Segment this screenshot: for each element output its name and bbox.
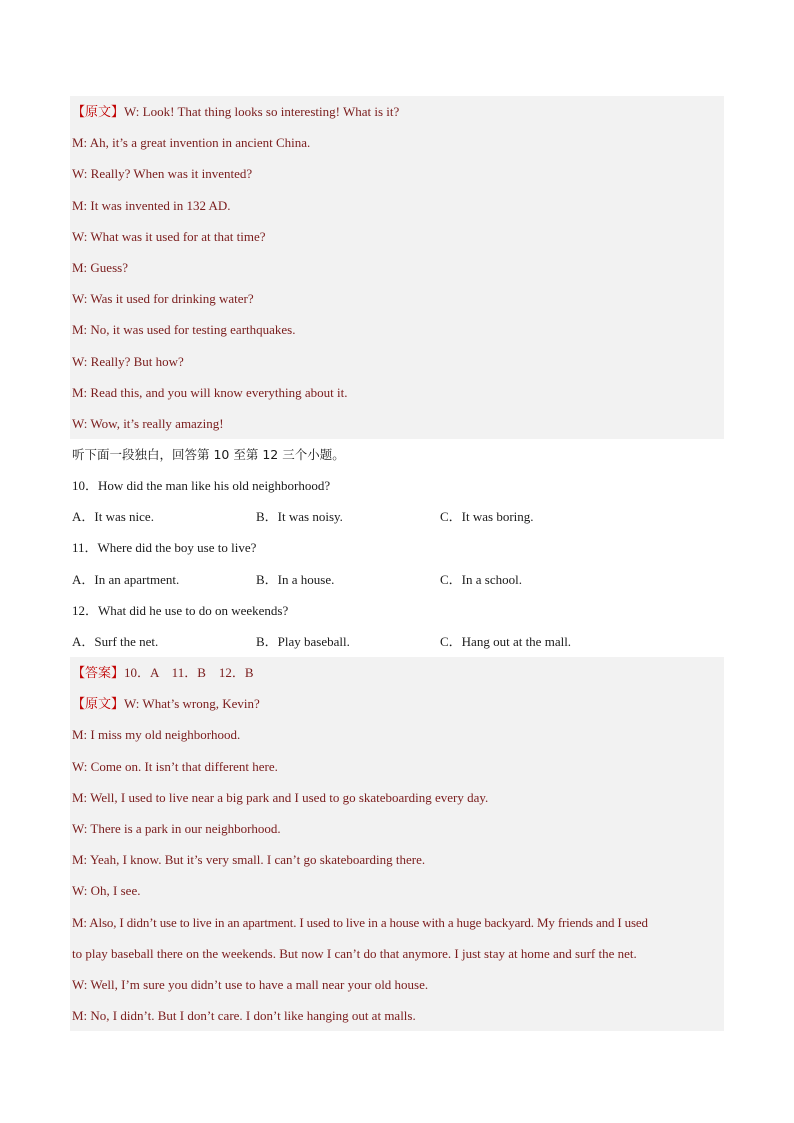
transcript-line: 【原文】W: Look! That thing looks so interesting! What is it? (72, 104, 400, 119)
transcript-line: M: Yeah, I know. But it’s very small. I can’t go skateboarding there. (72, 852, 426, 868)
transcript-tag: 【原文】 (72, 696, 125, 712)
question-stem: 11．Where did the boy use to live? (72, 540, 257, 555)
transcript-line: M: It was invented in 132 AD. (72, 197, 231, 213)
transcript-line: W: Really? But how? (72, 353, 184, 369)
transcript-line: 【原文】W: What’s wrong, Kevin? (72, 696, 260, 712)
question-stem: 10．How did the man like his old neighborhood? (72, 478, 331, 493)
transcript-line: W: Wow, it’s really amazing! (72, 415, 224, 431)
transcript-line: W: Oh, I see. (72, 883, 141, 899)
option-b: B．Play baseball. (256, 634, 350, 649)
transcript-line: M: I miss my old neighborhood. (72, 727, 241, 743)
transcript-line: M: Read this, and you will know everything about it. (72, 384, 348, 400)
answer-text: 10．A 11．B 12．B (124, 665, 254, 680)
option-a: A．Surf the net. (72, 634, 159, 649)
transcript-line: M: Well, I used to live near a big park and I used to go skateboarding every day. (72, 789, 489, 805)
transcript-tag: 【原文】 (72, 104, 125, 119)
section-instruction: 听下面一段独白，回答第 10 至第 12 三个小题。 (72, 447, 345, 462)
option-c: C．It was boring. (440, 509, 534, 524)
answer-line (70, 657, 724, 688)
transcript-line: W: There is a park in our neighborhood. (72, 820, 281, 836)
transcript-line: W: What was it used for at that time? (72, 228, 266, 244)
question-stem: 12．What did he use to do on weekends? (72, 603, 289, 618)
transcript-line: M: No, I didn’t. But I don’t care. I don’t like hanging out at malls. (72, 1008, 416, 1024)
transcript-line: W: Was it used for drinking water? (72, 291, 254, 307)
transcript-line: W: Well, I’m sure you didn’t use to have a mall near your old house. (72, 976, 429, 992)
transcript-line: to play baseball there on the weekends. But now I can’t do that anymore. I just stay at home and surf the net. (72, 945, 637, 961)
transcript-line: M: Also, I didn’t use to live in an apartment. I used to live in a house with a huge backyard. My friends and I used (72, 914, 648, 930)
transcript-line: M: No, it was used for testing earthquakes. (72, 322, 296, 338)
option-c: C．In a school. (440, 572, 522, 587)
transcript-line: M: Guess? (72, 259, 128, 275)
option-a: A．It was nice. (72, 509, 154, 524)
transcript-line: W: Really? When was it invented? (72, 166, 253, 182)
answer-tag: 【答案】 (72, 665, 125, 680)
transcript-block-1 (70, 96, 724, 439)
option-c: C．Hang out at the mall. (440, 634, 572, 649)
option-a: A．In an apartment. (72, 572, 180, 587)
option-b: B．It was noisy. (256, 509, 343, 524)
option-b: B．In a house. (256, 572, 335, 587)
transcript-line: M: Ah, it’s a great invention in ancient China. (72, 135, 311, 151)
transcript-block-2 (70, 657, 724, 1031)
transcript-line: W: Come on. It isn’t that different here. (72, 758, 278, 774)
